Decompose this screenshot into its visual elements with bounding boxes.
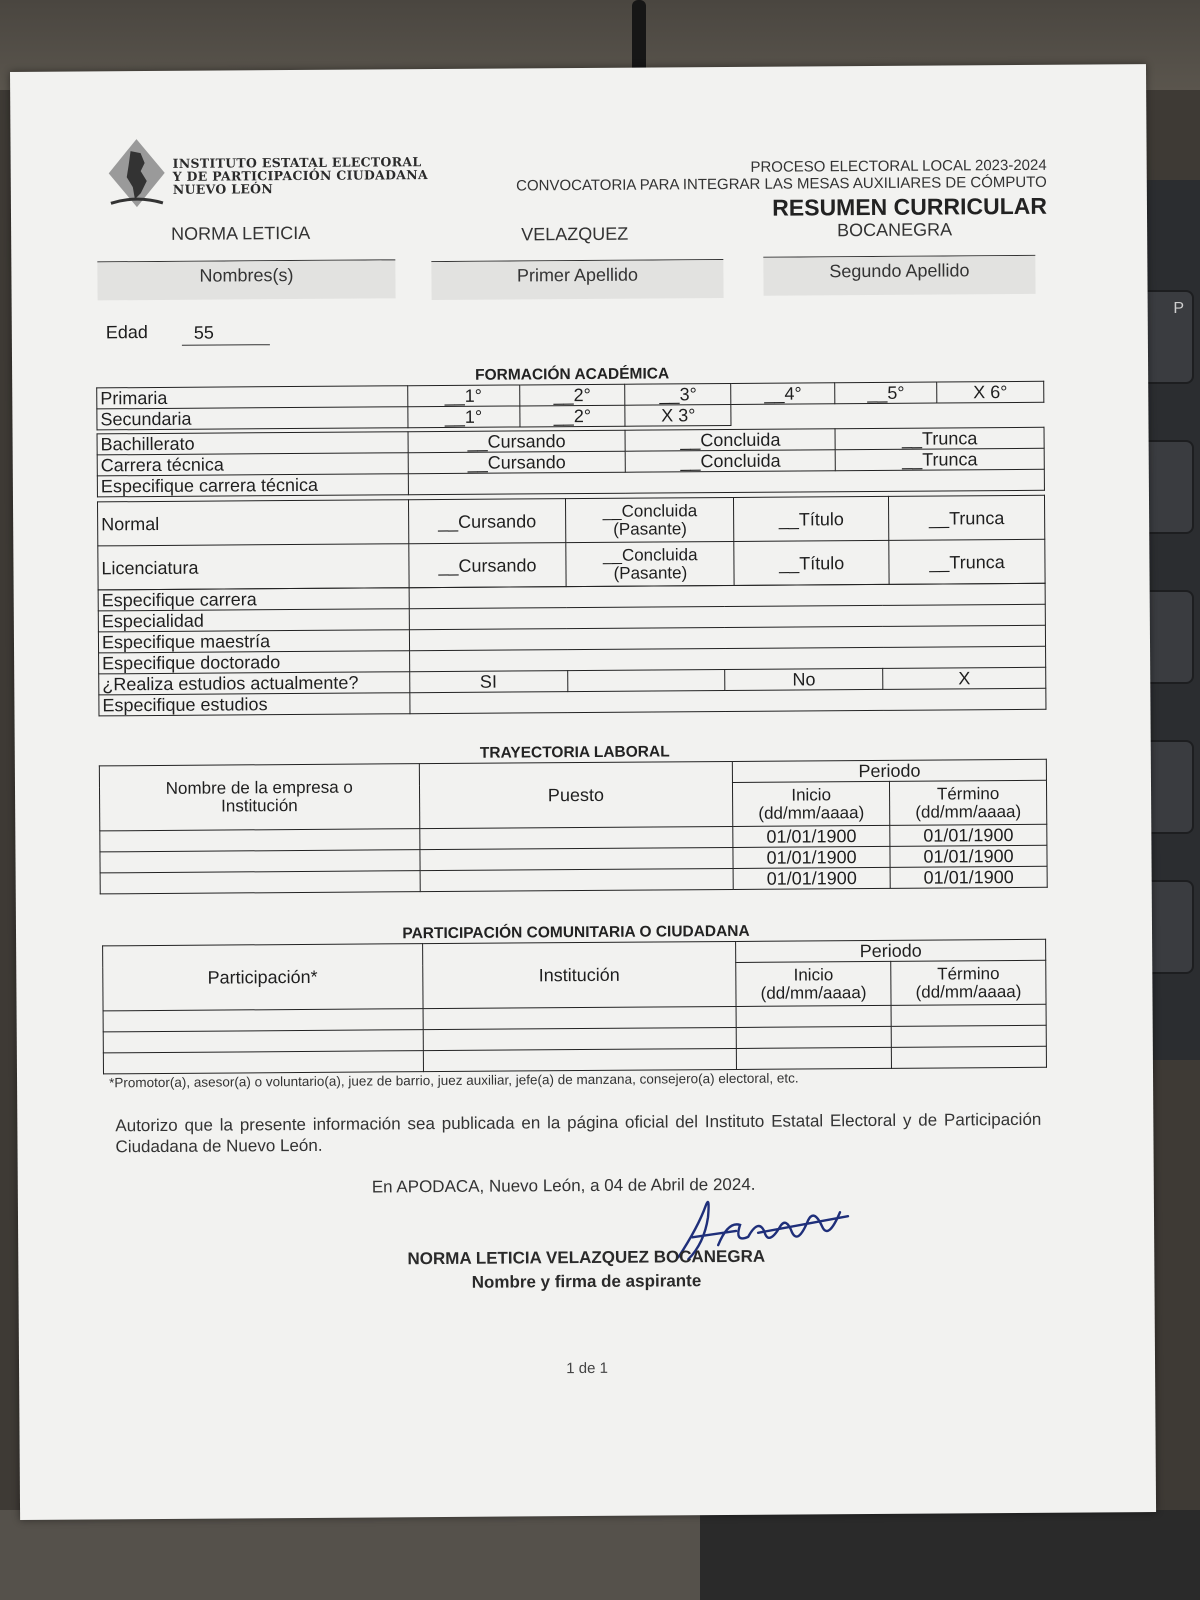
licenciatura-option: __Trunca xyxy=(889,539,1045,584)
community-table xyxy=(102,939,1047,1075)
col-participation-header: Participación* xyxy=(103,944,423,1011)
start-date-cell: 01/01/1900 xyxy=(733,846,890,868)
col-period-header: Periodo xyxy=(736,939,1046,962)
option-no-mark: X xyxy=(883,667,1046,689)
especifique-estudios-label: Especifique estudios xyxy=(99,693,410,716)
work-section-title: TRAYECTORIA LABORAL xyxy=(479,743,670,762)
bachillerato-label: Bachillerato xyxy=(97,432,408,455)
end-date-cell: 01/01/1900 xyxy=(890,866,1047,888)
institute-logo-icon xyxy=(106,137,167,211)
bachillerato-option: __Concluida xyxy=(625,429,835,451)
normal-label: Normal xyxy=(98,500,409,546)
academic-table-3 xyxy=(97,495,1046,591)
institute-name: INSTITUTO ESTATAL ELECTORAL Y DE PARTICIPACIÓN CIUDADANA NUEVO LEÓN xyxy=(172,154,429,197)
especifique-carrera-tecnica-label: Especifique carrera técnica xyxy=(97,474,408,497)
work-table xyxy=(99,759,1048,895)
option-si-label: SI xyxy=(409,671,567,693)
licenciatura-label: Licenciatura xyxy=(98,544,409,590)
position-cell xyxy=(420,847,734,870)
empty-cell xyxy=(891,1025,1046,1047)
empty-cell xyxy=(103,1030,423,1053)
empty-cell xyxy=(423,1006,737,1029)
realiza-estudios-label: ¿Realiza estudios actualmente? xyxy=(99,672,410,695)
empty-cell xyxy=(731,402,1044,425)
empty-cell xyxy=(736,1047,891,1069)
secundaria-label: Secundaria xyxy=(97,407,408,430)
option-si-mark xyxy=(567,670,725,692)
age-label: Edad xyxy=(105,322,148,343)
company-cell xyxy=(100,871,420,894)
licenciatura-option: __Concluida (Pasante) xyxy=(566,541,734,586)
empty-cell xyxy=(736,1005,891,1027)
col-position-header: Puesto xyxy=(419,761,733,828)
second-surname-value: BOCANEGRA xyxy=(837,219,953,241)
process-title: PROCESO ELECTORAL LOCAL 2023-2024 xyxy=(750,156,1047,176)
start-date-cell: 01/01/1900 xyxy=(733,825,890,847)
option-no-label: No xyxy=(725,668,883,690)
secundaria-option: __2° xyxy=(519,405,625,427)
bachillerato-option: __Trunca xyxy=(835,427,1044,449)
especifique-doctorado-label: Especifique doctorado xyxy=(99,651,410,674)
col-company-header: Nombre de la empresa o Institución xyxy=(99,764,419,831)
resume-form-sheet xyxy=(10,64,1156,1520)
signer-caption: Nombre y firma de aspirante xyxy=(471,1271,702,1292)
licenciatura-option: __Cursando xyxy=(408,543,566,588)
normal-option: __Concluida (Pasante) xyxy=(566,497,734,542)
normal-option: __Título xyxy=(734,496,889,541)
normal-option: __Trunca xyxy=(889,495,1045,540)
place-date: En APODACA, Nuevo León, a 04 de Abril de 2024. xyxy=(371,1174,756,1197)
end-date-cell: 01/01/1900 xyxy=(890,845,1047,867)
empty-cell xyxy=(410,688,1046,713)
page-number: 1 de 1 xyxy=(566,1359,608,1378)
especifique-maestria-label: Especifique maestría xyxy=(98,630,409,653)
position-cell xyxy=(419,826,733,849)
empty-cell xyxy=(103,1051,423,1074)
academic-section-title: FORMACIÓN ACADÉMICA xyxy=(475,365,670,384)
col-period-header: Periodo xyxy=(732,759,1046,783)
primaria-option: __5° xyxy=(835,382,937,404)
position-cell xyxy=(420,868,734,891)
form-title: RESUMEN CURRICULAR xyxy=(772,192,1048,221)
primaria-option: X 6° xyxy=(937,381,1044,403)
col-start-header: Inicio (dd/mm/aaaa) xyxy=(733,782,890,827)
primaria-option: __1° xyxy=(407,385,519,407)
carrera-tecnica-option: __Cursando xyxy=(408,451,626,474)
academic-table-4 xyxy=(98,583,1047,717)
carrera-tecnica-option: __Concluida xyxy=(626,450,836,472)
first-name-value: NORMA LETICIA xyxy=(171,222,311,244)
table-row xyxy=(98,539,1045,590)
empty-cell xyxy=(423,1027,737,1050)
empty-cell xyxy=(736,1026,891,1048)
especifique-carrera-label: Especifique carrera xyxy=(98,588,409,611)
academic-table xyxy=(96,381,1044,431)
col-end-header: Término (dd/mm/aaaa) xyxy=(891,961,1046,1006)
carrera-tecnica-label: Carrera técnica xyxy=(97,453,408,476)
signer-name: NORMA LETICIA VELAZQUEZ BOCANEGRA xyxy=(407,1246,766,1269)
age-line xyxy=(182,344,270,346)
keyboard-key: P xyxy=(1130,290,1194,384)
first-surname-label: Primer Apellido xyxy=(431,260,723,300)
empty-cell xyxy=(423,1048,737,1071)
end-date-cell: 01/01/1900 xyxy=(890,824,1047,846)
primaria-option: __2° xyxy=(519,384,625,406)
age-value: 55 xyxy=(193,322,214,343)
secundaria-option: __1° xyxy=(407,406,519,428)
authorization-text: Autorizo que la presente información sea publicada en la página oficial del Instituto Estatal Electoral y de Participación Ciudadana de Nuevo León. xyxy=(115,1109,1042,1157)
form-header xyxy=(516,157,1047,223)
normal-option: __Cursando xyxy=(408,499,566,544)
primaria-option: __3° xyxy=(625,383,731,405)
especialidad-label: Especialidad xyxy=(98,609,409,632)
empty-cell xyxy=(103,1009,423,1032)
participation-footnote: *Promotor(a), asesor(a) o voluntario(a), juez de barrio, juez auxiliar, jefe(a) de manzana, consejero(a) electoral, etc. xyxy=(109,1070,799,1091)
licenciatura-option: __Título xyxy=(734,540,889,585)
start-date-cell: 01/01/1900 xyxy=(733,867,890,889)
empty-cell xyxy=(891,1046,1046,1068)
academic-table-2 xyxy=(97,427,1045,498)
table-row xyxy=(98,495,1045,546)
secundaria-option: X 3° xyxy=(625,404,731,426)
company-cell xyxy=(100,850,420,873)
col-end-header: Término (dd/mm/aaaa) xyxy=(890,781,1047,826)
first-surname-value: VELAZQUEZ xyxy=(521,223,629,245)
col-start-header: Inicio (dd/mm/aaaa) xyxy=(736,962,891,1007)
col-institution-header: Institución xyxy=(422,941,736,1008)
bachillerato-option: __Cursando xyxy=(408,430,626,453)
floor-background-light xyxy=(0,1510,700,1600)
primaria-option: __4° xyxy=(731,383,835,405)
primaria-label: Primaria xyxy=(97,386,408,409)
especifique-carrera-tecnica-value xyxy=(408,469,1045,494)
community-section-title: PARTICIPACIÓN COMUNITARIA O CIUDADANA xyxy=(402,922,750,943)
empty-cell xyxy=(891,1004,1046,1026)
second-surname-label: Segundo Apellido xyxy=(763,256,1035,296)
carrera-tecnica-option: __Trunca xyxy=(835,448,1044,470)
call-title: CONVOCATORIA PARA INTEGRAR LAS MESAS AUXILIARES DE CÓMPUTO xyxy=(516,173,1047,195)
first-name-label: Nombres(s) xyxy=(97,260,395,300)
company-cell xyxy=(100,829,420,852)
